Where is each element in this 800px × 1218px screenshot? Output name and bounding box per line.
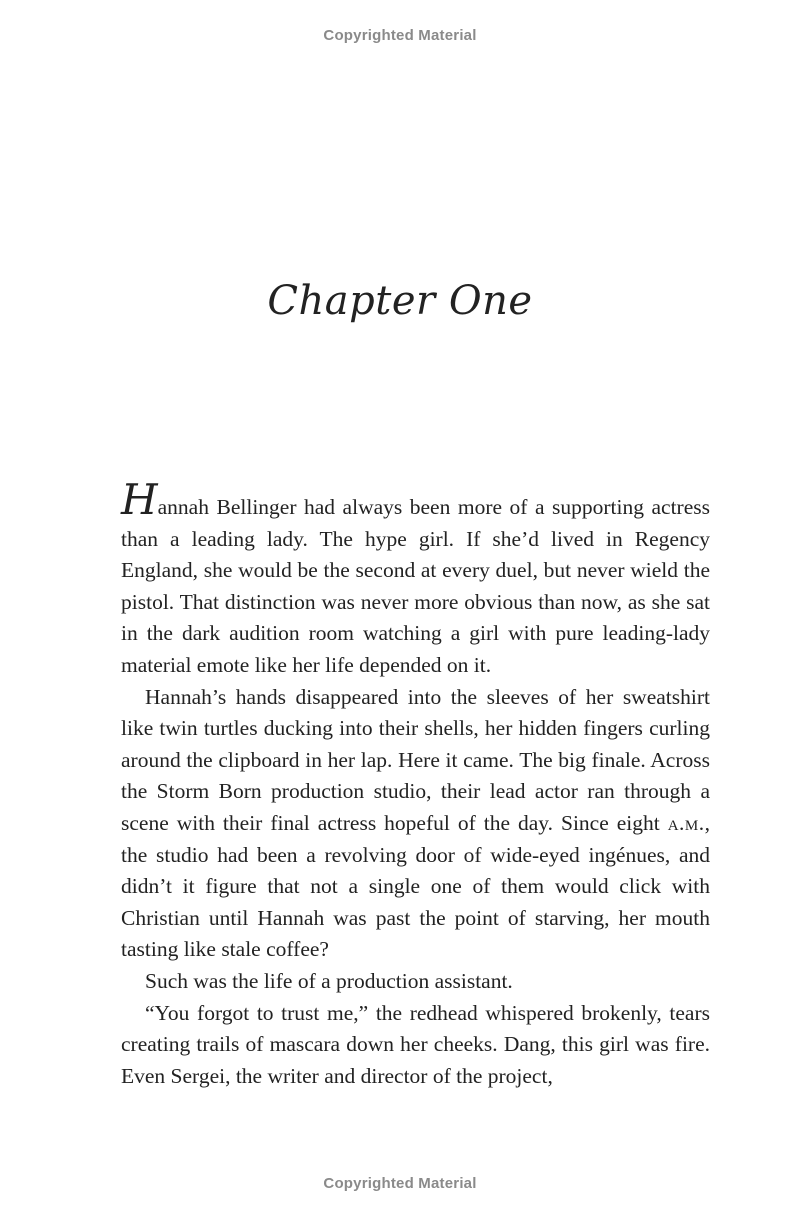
paragraph-2-text-a: Hannah’s hands disappeared into the sleeves of her sweatshirt like twin turtles ducking into their shells, her hidden fingers curling around the clipboard in her lap. Here it came. The big finale. Across the Storm Born production studio, their lead actor ran through a scene with their final actress hopeful of the day. Since eight	[121, 684, 710, 835]
paragraph-1	[121, 475, 710, 682]
paragraph-3: Such was the life of a production assistant.	[145, 968, 513, 993]
paragraph-2	[121, 682, 710, 966]
chapter-title: Chapter One	[267, 278, 533, 324]
copyright-watermark-bottom: Copyrighted Material	[323, 1175, 477, 1192]
drop-cap: H	[121, 475, 158, 524]
time-am: a.m.	[667, 810, 705, 835]
copyright-watermark-top: Copyrighted Material	[323, 27, 477, 44]
paragraph-2-text-b: , the studio had been a revolving door of wide-eyed ingénues, and didn’t it figure that not a single one of them would click with Christian until Hannah was past the point of starving, her mouth tasting like stale coffee?	[121, 810, 710, 962]
paragraph-4: “You forgot to trust me,” the redhead whispered brokenly, tears creating trails of mascara down her cheeks. Dang, this girl was fire. Even Sergei, the writer and director of the project,	[121, 1000, 710, 1088]
paragraph-1-text: annah Bellinger had always been more of a supporting actress than a leading lady. The hype girl. If she’d lived in Regency England, she would be the second at every duel, but never wield the pistol. That distinction was never more obvious than now, as she sat in the dark audition room watching a girl with pure leading-lady material emote like her life depended on it.	[121, 495, 710, 677]
body-text	[121, 475, 710, 1092]
